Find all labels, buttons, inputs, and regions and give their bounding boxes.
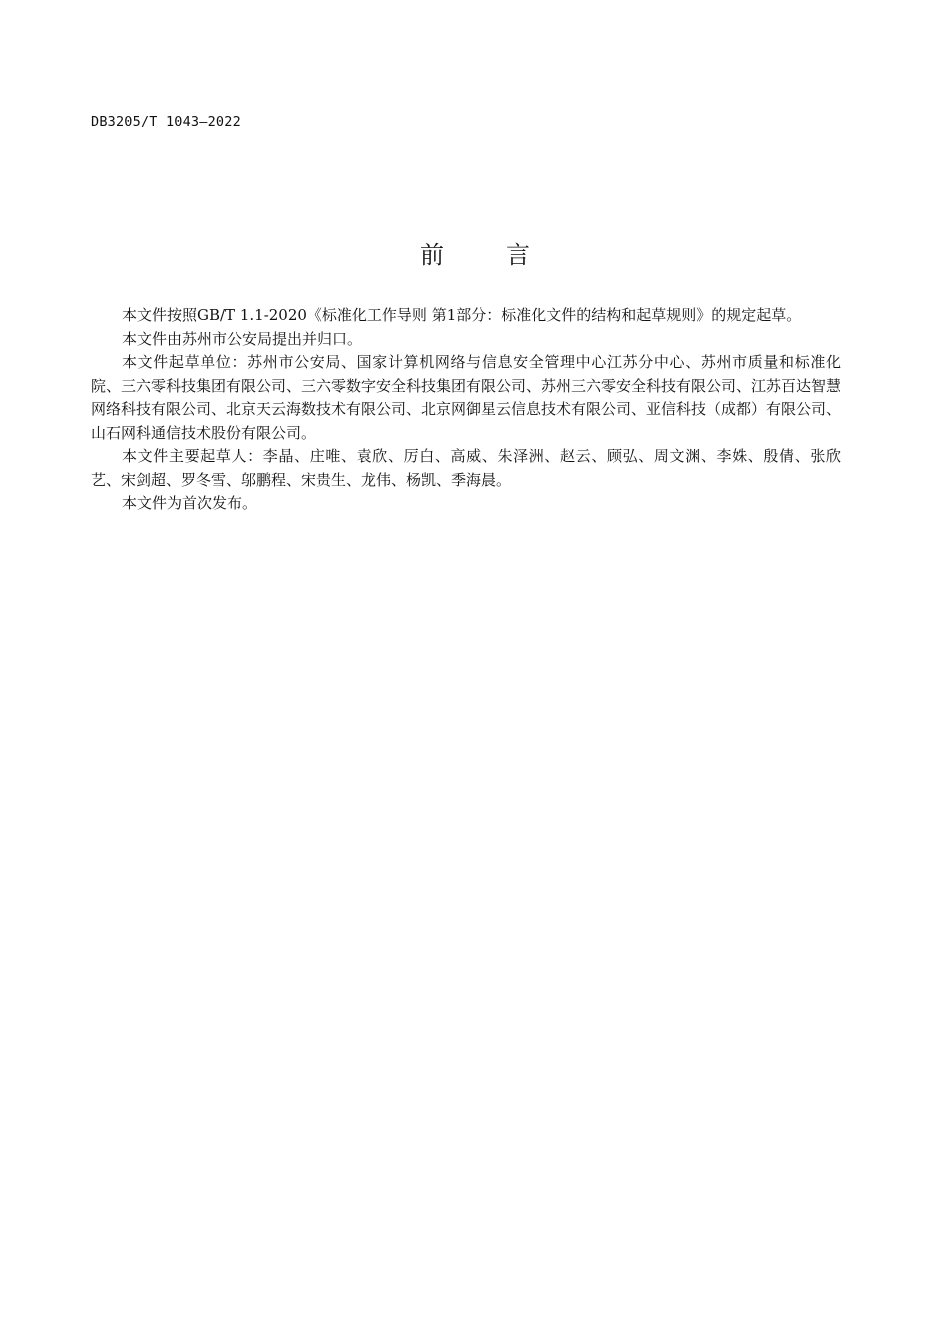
paragraph-drafting-units: 本文件起草单位：苏州市公安局、国家计算机网络与信息安全管理中心江苏分中心、苏州市质量和标准化院、三六零科技集团有限公司、三六零数字安全科技集团有限公司、苏州三六零安全科技有限公司、江苏百达智慧网络科技有限公司、北京天云海数技术有限公司、北京网御星云信息技术有限公司、亚信科技（成都）有限公司、山石网科通信技术股份有限公司。 — [91, 353, 842, 442]
paragraph-drafting-basis: 本文件按照GB/T 1.1-2020《标准化工作导则 第1部分：标准化文件的结构和起草规则》的规定起草。 — [122, 306, 802, 324]
paragraph-proposer: 本文件由苏州市公安局提出并归口。 — [122, 329, 363, 348]
foreword-body — [91, 304, 841, 516]
section-title: 前言 — [420, 241, 592, 270]
paragraph-first-release: 本文件为首次发布。 — [122, 494, 258, 512]
paragraph-drafters: 本文件主要起草人：李晶、庄唯、袁欣、厉白、高威、朱泽洲、赵云、顾弘、周文渊、李姝、殷倩、张欣艺、宋剑超、罗冬雪、邬鹏程、宋贵生、龙伟、杨凯、季海晨。 — [91, 447, 841, 489]
document-code: DB3205/T 1043—2022 — [91, 114, 241, 130]
